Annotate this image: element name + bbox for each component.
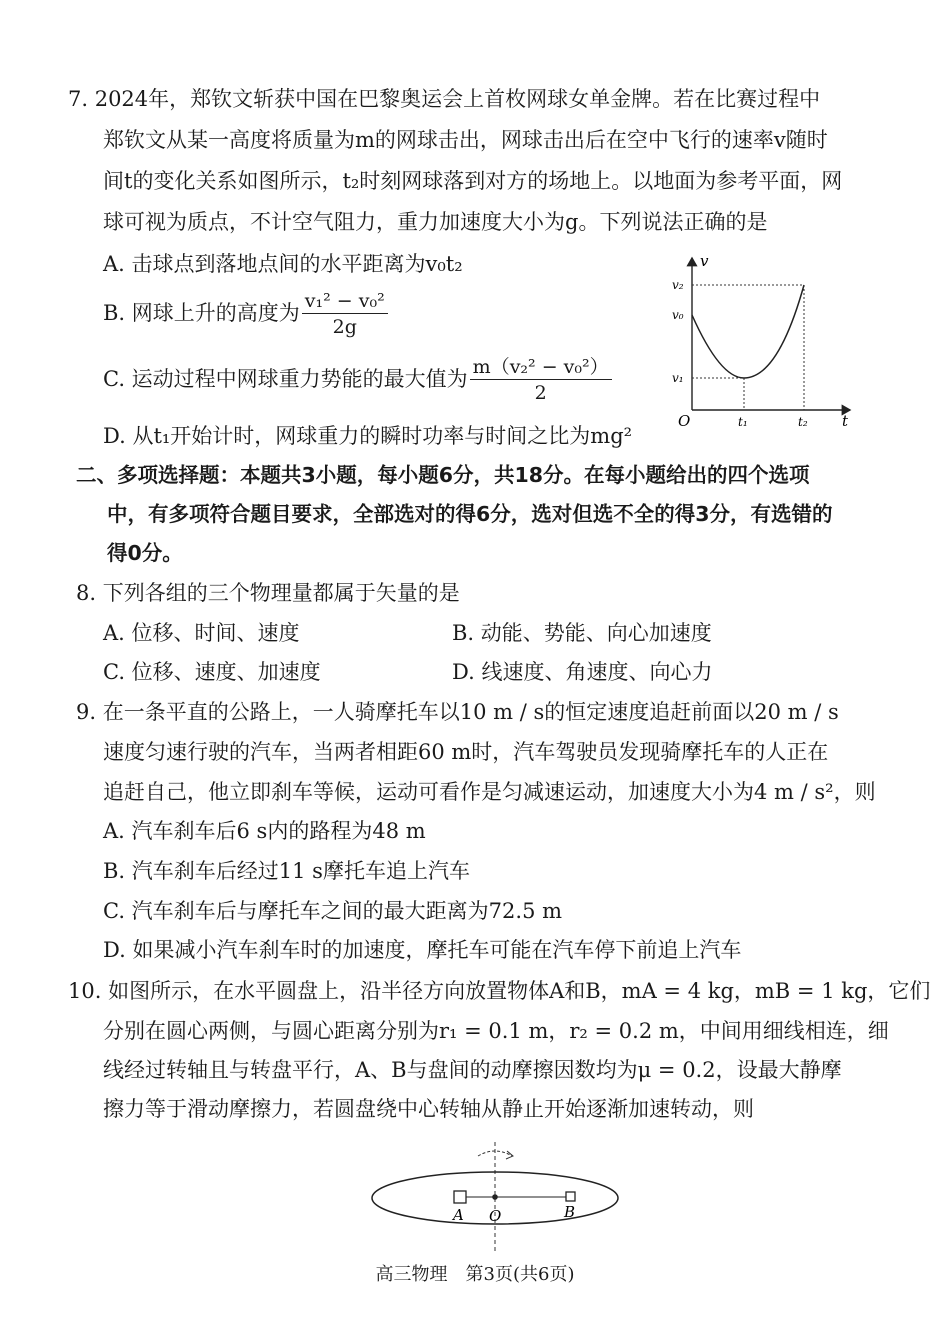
q9-option-c: C. 汽车刹车后与摩托车之间的最大距离为72.5 m: [103, 899, 563, 923]
graph-t1-label: t₁: [738, 415, 748, 429]
q10-line-2: 分别在圆心两侧，与圆心距离分别为r₁ = 0.1 m，r₂ = 0.2 m，中间用细线相连，细: [103, 1019, 889, 1043]
q10-line-3: 线经过转轴且与转盘平行，A、B与盘间的动摩擦因数均为μ = 0.2，设最大静摩: [103, 1058, 842, 1082]
q7-line-3: 间t的变化关系如图所示，t₂时刻网球落到对方的场地上。以地面为参考平面，网: [103, 169, 843, 193]
page-footer: 高三物理 第3页(共6页): [375, 1264, 575, 1285]
q8-stem: 8. 下列各组的三个物理量都属于矢量的是: [76, 581, 460, 605]
q7-line-1: 7. 2024年，郑钦文斩获中国在巴黎奥运会上首枚网球女单金牌。若在比赛过程中: [68, 87, 821, 111]
disk-label-o: O: [489, 1207, 502, 1225]
graph-axis-t-label: t: [842, 412, 849, 430]
graph-origin-label: O: [678, 412, 691, 430]
q8-option-a: A. 位移、时间、速度: [103, 621, 300, 645]
q7-option-c-denominator: 2: [534, 382, 547, 404]
graph-v1-label: v₁: [672, 371, 684, 385]
rotation-arrowhead: [506, 1151, 513, 1159]
q7-option-b-fraction: [302, 289, 388, 340]
graph-v2-label: v₂: [672, 278, 684, 292]
q8-option-d: D. 线速度、角速度、向心力: [452, 660, 713, 684]
q9-line-3: 追赶自己，他立即刹车等候，运动可看作是匀减速运动，加速度大小为4 m / s²，则: [103, 780, 876, 804]
rotating-disk-diagram: [360, 1140, 630, 1255]
section2-line-1: 二、多项选择题：本题共3小题，每小题6分，共18分。在每小题给出的四个选项: [76, 463, 810, 487]
q10-line-4: 擦力等于滑动摩擦力，若圆盘绕中心转轴从静止开始逐渐加速转动，则: [103, 1097, 754, 1121]
graph-v0-label: v₀: [672, 308, 684, 322]
q9-line-1: 9. 在一条平直的公路上，一人骑摩托车以10 m / s的恒定速度追赶前面以20 m / s: [76, 700, 839, 724]
q9-option-d: D. 如果减小汽车刹车时的加速度，摩托车可能在汽车停下前追上汽车: [103, 938, 742, 962]
q9-option-b: B. 汽车刹车后经过11 s摩托车追上汽车: [103, 859, 470, 883]
q7-option-d: D. 从t₁开始计时，网球重力的瞬时功率与时间之比为mg²: [103, 424, 633, 448]
section2-line-2: 中，有多项符合题目要求，全部选对的得6分，选对但选不全的得3分，有选错的: [107, 502, 833, 526]
disk-label-a: A: [453, 1206, 464, 1224]
q7-option-b-text: B. 网球上升的高度为: [103, 301, 300, 325]
q7-option-b-numerator: v₁² − v₀²: [302, 289, 388, 314]
q7-option-c-fraction: [470, 355, 612, 406]
block-b: [566, 1192, 575, 1201]
q10-line-1: 10. 如图所示，在水平圆盘上，沿半径方向放置物体A和B，mA = 4 kg，mB = 1 kg，它们: [68, 979, 931, 1003]
q7-option-b: [103, 289, 388, 340]
graph-speed-curve: [692, 285, 804, 378]
q9-option-a: A. 汽车刹车后6 s内的路程为48 m: [103, 819, 426, 843]
q7-option-c-text: C. 运动过程中网球重力势能的最大值为: [103, 367, 468, 391]
q9-line-2: 速度匀速行驶的汽车，当两者相距60 m时，汽车驾驶员发现骑摩托车的人正在: [103, 740, 829, 764]
graph-axis-v-label: v: [700, 252, 709, 270]
q7-option-a: A. 击球点到落地点间的水平距离为v₀t₂: [103, 252, 463, 276]
q8-option-c: C. 位移、速度、加速度: [103, 660, 321, 684]
block-a: [454, 1191, 466, 1203]
q7-option-b-denominator: 2g: [332, 316, 357, 338]
q8-option-b: B. 动能、势能、向心加速度: [452, 621, 712, 645]
q7-option-c: [103, 355, 612, 406]
velocity-time-graph: [660, 250, 860, 435]
section2-line-3: 得0分。: [107, 541, 183, 565]
q7-line-4: 球可视为质点，不计空气阻力，重力加速度大小为g。下列说法正确的是: [103, 210, 768, 234]
q7-line-2: 郑钦文从某一高度将质量为m的网球击出，网球击出后在空中飞行的速率v随时: [103, 128, 828, 152]
graph-t2-label: t₂: [798, 415, 808, 429]
disk-label-b: B: [564, 1203, 576, 1221]
q7-option-c-numerator: m（v₂² − v₀²）: [470, 355, 612, 380]
disk-center-dot: [492, 1194, 498, 1200]
